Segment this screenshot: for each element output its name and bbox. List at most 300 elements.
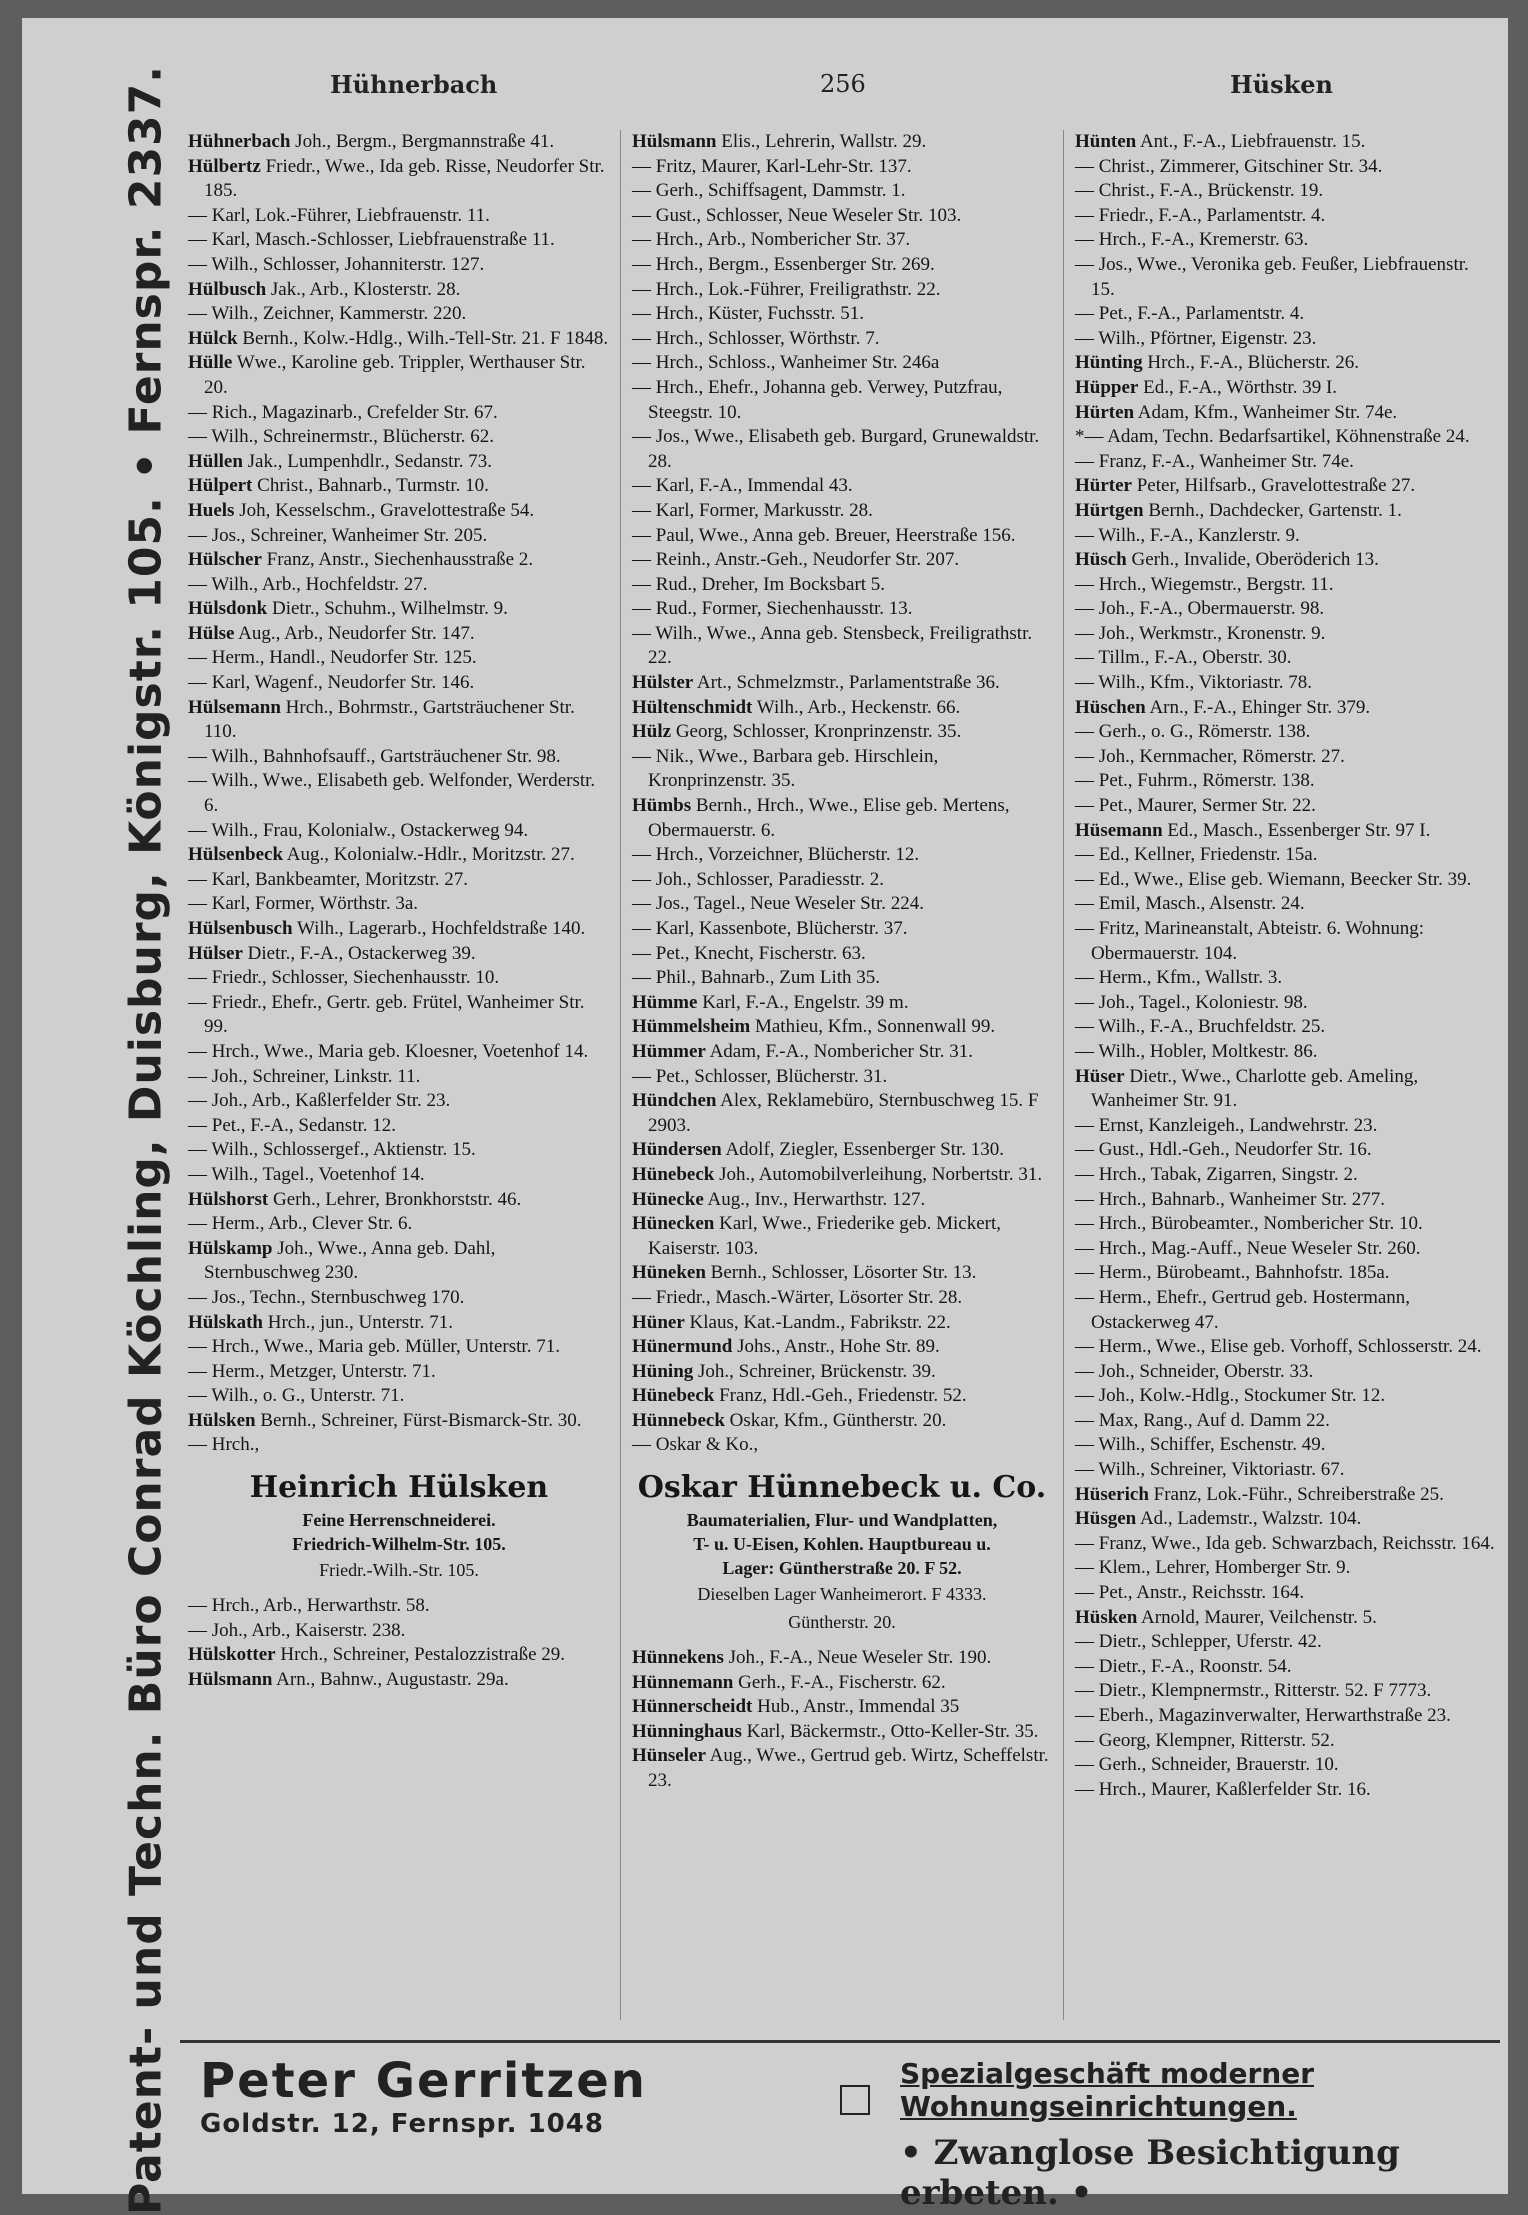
- directory-entry: [632, 376, 1052, 425]
- entry-details: — Wilh., Kfm., Viktoriastr. 78.: [1075, 672, 1312, 694]
- entry-details: Arn., F.-A., Ehinger Str. 379.: [1145, 696, 1371, 718]
- directory-entry: [1075, 474, 1495, 499]
- entry-details: Dietr., Schuhm., Wilhelmstr. 9.: [267, 598, 508, 620]
- directory-entry: [632, 1671, 1052, 1696]
- entry-details: — Karl, Wagenf., Neudorfer Str. 146.: [188, 672, 475, 694]
- directory-entry: [188, 401, 610, 426]
- directory-entry: [632, 1286, 1052, 1311]
- entry-details: Hrch., Schreiner, Pestalozzistraße 29.: [275, 1644, 566, 1666]
- column-2-entries: [632, 130, 1052, 1458]
- entry-surname: Hümmelsheim: [632, 1016, 751, 1038]
- entry-details: — Wilh., Wwe., Anna geb. Stensbeck, Freiligrathstr. 22.: [632, 622, 1033, 669]
- entry-details: Joh., F.-A., Neue Weseler Str. 190.: [723, 1647, 992, 1669]
- entry-details: — Oskar & Ko.,: [632, 1434, 759, 1456]
- directory-entry: [632, 1261, 1052, 1286]
- entry-details: — Jos., Techn., Sternbuschweg 170.: [188, 1286, 465, 1308]
- footer-advertisement: [180, 2040, 1500, 2213]
- entry-surname: Hüsgen: [1075, 1508, 1137, 1530]
- entry-details: — Hrch., Lok.-Führer, Freiligrathstr. 22.: [632, 278, 941, 300]
- entry-details: — Wilh., Schreinermstr., Blücherstr. 62.: [188, 426, 495, 448]
- entry-details: Arnold, Maurer, Veilchenstr. 5.: [1137, 1606, 1377, 1628]
- entry-details: — Georg, Klempner, Ritterstr. 52.: [1075, 1729, 1335, 1751]
- entry-details: — Wilh., Schlossergef., Aktienstr. 15.: [188, 1139, 476, 1161]
- entry-details: Ed., Masch., Essenberger Str. 97 I.: [1162, 819, 1431, 841]
- entry-surname: Hülbusch: [188, 278, 267, 300]
- entry-details: — Tillm., F.-A., Oberstr. 30.: [1075, 647, 1292, 669]
- directory-entry: [632, 474, 1052, 499]
- entry-details: — Pet., Schlosser, Blücherstr. 31.: [632, 1065, 888, 1087]
- entry-surname: Hüpper: [1075, 376, 1139, 398]
- directory-entry: [1075, 351, 1495, 376]
- entry-details: — Herm., Arb., Clever Str. 6.: [188, 1213, 413, 1235]
- entry-surname: Hülskath: [188, 1311, 263, 1333]
- entry-details: — Karl, Masch.-Schlosser, Liebfrauenstraße 11.: [188, 229, 555, 251]
- entry-details: Jak., Lumpenhdlr., Sedanstr. 73.: [242, 450, 492, 472]
- entry-details: Georg, Schlosser, Kronprinzenstr. 35.: [671, 721, 962, 743]
- directory-entry: [188, 769, 610, 818]
- entry-details: — Joh., Arb., Kaiserstr. 238.: [188, 1619, 406, 1641]
- column-1-entries: [188, 130, 610, 1458]
- entry-details: Alex, Reklamebüro, Sternbuschweg 15. F 2903.: [648, 1090, 1039, 1136]
- entry-details: — Ed., Kellner, Friedenstr. 15a.: [1075, 844, 1318, 866]
- footer-address: Goldstr. 12, Fernspr. 1048: [200, 2109, 604, 2139]
- directory-entry: [188, 302, 610, 327]
- entry-details: — Wilh., Schlosser, Johanniterstr. 127.: [188, 253, 485, 275]
- entry-details: — Hrch., Tabak, Zigarren, Singstr. 2.: [1075, 1163, 1358, 1185]
- entry-details: Franz, Anstr., Siechenhausstraße 2.: [261, 549, 534, 571]
- directory-entry: [188, 573, 610, 598]
- directory-entry: [632, 745, 1052, 794]
- directory-entry: [632, 573, 1052, 598]
- directory-entry: [188, 942, 610, 967]
- entry-surname: Hüsemann: [1075, 819, 1163, 841]
- entry-surname: Hülle: [188, 352, 233, 374]
- entry-surname: Hüner: [632, 1311, 685, 1333]
- entry-details: Bernh., Hrch., Wwe., Elise geb. Mertens, Obermauerstr. 6.: [648, 795, 1010, 841]
- directory-entry: [1075, 1532, 1495, 1557]
- entry-details: Adam, F.-A., Nomberiсher Str. 31.: [705, 1040, 973, 1062]
- directory-entry: [1075, 966, 1495, 991]
- entry-details: Karl, Bäckermstr., Otto-Keller-Str. 35.: [741, 1720, 1039, 1742]
- entry-details: — Pet., Maurer, Sermer Str. 22.: [1075, 795, 1316, 817]
- entry-surname: Hülsenbeck: [188, 844, 284, 866]
- directory-entry: [632, 278, 1052, 303]
- entry-details: Hub., Anstr., Immendal 35: [752, 1696, 960, 1718]
- column-divider: [620, 130, 621, 2020]
- directory-entry: [632, 1311, 1052, 1336]
- directory-entry: [1075, 376, 1495, 401]
- entry-details: — Pet., Anstr., Reichsstr. 164.: [1075, 1582, 1305, 1604]
- entry-details: — Eberh., Magazinverwalter, Herwarthstraße 23.: [1075, 1705, 1451, 1726]
- directory-entry: [632, 1720, 1052, 1745]
- directory-entry: [1075, 892, 1495, 917]
- entry-surname: Hümme: [632, 991, 698, 1013]
- entry-details: — Reinh., Anstr.-Geh., Neudorfer Str. 207.: [632, 549, 960, 571]
- directory-entry: [1075, 1704, 1495, 1729]
- directory-entry: [188, 1138, 610, 1163]
- entry-details: — Herm., Ehefr., Gertrud geb. Hostermann, Ostackerweg 47.: [1075, 1286, 1411, 1333]
- directory-entry: [188, 1188, 610, 1213]
- directory-entry: [188, 1668, 610, 1693]
- entry-details: — Rich., Magazinarb., Crefelder Str. 67.: [188, 401, 498, 423]
- entry-surname: Hülse: [188, 622, 235, 644]
- ad-huennebeck-line1: Baumaterialien, Flur- und Wandplatten,: [686, 1510, 998, 1531]
- directory-entry: [1075, 179, 1495, 204]
- directory-entry: [632, 843, 1052, 868]
- entry-details: — Joh., Tagel., Koloniestr. 98.: [1075, 991, 1308, 1013]
- directory-entry: [188, 671, 610, 696]
- directory-entry: [1075, 1188, 1495, 1213]
- entry-surname: Hüschen: [1075, 696, 1146, 718]
- entry-details: — Herm., Bürobeamt., Bahnhofstr. 185a.: [1075, 1262, 1390, 1284]
- directory-entry: [1075, 1458, 1495, 1483]
- directory-entry: [632, 425, 1052, 474]
- entry-surname: Hüsken: [1075, 1606, 1138, 1628]
- entry-details: Elis., Lehrerin, Wallstr. 29.: [716, 131, 927, 152]
- directory-entry: [188, 966, 610, 991]
- entry-details: Art., Schmelzmstr., Parlamentstraße 36.: [693, 672, 1000, 694]
- entry-details: Aug., Inv., Herwarthstr. 127.: [703, 1188, 926, 1210]
- entry-details: Joh., Wwe., Anna geb. Dahl, Sternbuschweg 230.: [204, 1237, 496, 1284]
- entry-surname: Hüser: [1075, 1065, 1125, 1087]
- directory-entry: [632, 696, 1052, 721]
- entry-details: Joh., Bergm., Bergmannstraße 41.: [290, 131, 555, 152]
- ad-huennebeck-line2: T- u. U-Eisen, Kohlen. Hauptbureau u.: [693, 1534, 991, 1555]
- directory-entry: [188, 351, 610, 400]
- entry-details: — Wilh., Hobler, Moltkestr. 86.: [1075, 1040, 1318, 1062]
- ad-huelsken-line3: Friedr.-Wilh.-Str. 105.: [319, 1560, 479, 1581]
- entry-details: — Herm., Kfm., Wallstr. 3.: [1075, 967, 1283, 989]
- directory-entry: [1075, 1360, 1495, 1385]
- directory-entry: [632, 966, 1052, 991]
- directory-entry: [1075, 671, 1495, 696]
- directory-entry: [188, 425, 610, 450]
- directory-entry: [632, 1433, 1052, 1458]
- directory-entry: [188, 1286, 610, 1311]
- entry-details: — Hrch., Bahnarb., Wanheimer Str. 277.: [1075, 1188, 1385, 1210]
- entry-surname: Hülbertz: [188, 155, 261, 177]
- entry-surname: Hülsemann: [188, 696, 281, 718]
- directory-entry: [1075, 524, 1495, 549]
- directory-entry: [188, 1114, 610, 1139]
- directory-entry: [188, 253, 610, 278]
- directory-entry: [1075, 302, 1495, 327]
- directory-entry: [1075, 1556, 1495, 1581]
- entry-details: — Hrch., Arb., Nomberiсher Str. 37.: [632, 229, 911, 251]
- entry-details: Ed., F.-A., Wörthstr. 39 I.: [1138, 376, 1338, 398]
- ad-huelsken-line1: Feine Herrenschneiderei.: [302, 1510, 496, 1531]
- directory-entry: [1075, 327, 1495, 352]
- entry-details: Wilh., Lagerarb., Hochfeldstraße 140.: [292, 918, 586, 939]
- entry-details: — Hrch., Wwe., Maria geb. Kloesner, Voetenhof 14.: [188, 1040, 589, 1062]
- directory-entry: [188, 843, 610, 868]
- entry-details: Bernh., Kolw.-Hdlg., Wilh.-Tell-Str. 21. F 1848.: [237, 327, 609, 349]
- directory-entry: [188, 991, 610, 1040]
- side-advertisement-text: Patent- und Techn. Büro Conrad Köchling, Duisburg, Königstr. 105. • Fernspr. 2337.: [120, 64, 172, 2215]
- directory-entry: [1075, 597, 1495, 622]
- entry-details: — Hrch., Vorzeichner, Blücherstr. 12.: [632, 844, 920, 866]
- entry-details: Bernh., Schlosser, Lösorter Str. 13.: [705, 1262, 977, 1284]
- entry-surname: Hünnebeck: [632, 1409, 725, 1431]
- entry-details: Karl, Wwe., Friederike geb. Mickert, Kaiserstr. 103.: [648, 1213, 1002, 1259]
- directory-entry: [188, 327, 610, 352]
- directory-entry: [188, 548, 610, 573]
- entry-surname: Hünermund: [632, 1336, 733, 1358]
- directory-entry: [632, 327, 1052, 352]
- directory-entry: [188, 1433, 610, 1458]
- entry-surname: Hülskamp: [188, 1237, 273, 1259]
- entry-details: — Paul, Wwe., Anna geb. Breuer, Heerstraße 156.: [632, 524, 1016, 546]
- column-1: [188, 130, 610, 1692]
- directory-entry: [632, 720, 1052, 745]
- entry-details: — Wilh., Frau, Kolonialw., Ostackerweg 94.: [188, 819, 529, 841]
- entry-details: Joh, Kesselschm., Gravelottestraße 54.: [234, 499, 535, 521]
- directory-entry: [1075, 696, 1495, 721]
- page-header: [180, 70, 1480, 110]
- directory-entry: [1075, 1286, 1495, 1335]
- directory-entry: [1075, 1138, 1495, 1163]
- directory-entry: [1075, 1261, 1495, 1286]
- footer-square-symbol-icon: [840, 2085, 870, 2115]
- directory-entry: [632, 794, 1052, 843]
- entry-details: — Friedr., Ehefr., Gertr. geb. Frütel, Wanheimer Str. 99.: [188, 991, 585, 1038]
- entry-details: Friedr., Wwe., Ida geb. Risse, Neudorfer Str. 185.: [204, 155, 605, 202]
- entry-details: Hrch., Bohrmstr., Gartsträuchener Str. 110.: [204, 696, 575, 743]
- directory-entry: [632, 1015, 1052, 1040]
- directory-entry: [632, 1065, 1052, 1090]
- directory-entry: [632, 917, 1052, 942]
- directory-entry: [632, 302, 1052, 327]
- entry-details: Jak., Arb., Klosterstr. 28.: [266, 278, 461, 300]
- directory-entry: [188, 204, 610, 229]
- entry-details: Christ., Bahnarb., Turmstr. 10.: [252, 475, 489, 497]
- entry-surname: Hürter: [1075, 475, 1132, 497]
- entry-details: — Wilh., F.-A., Kanzlerstr. 9.: [1075, 524, 1300, 546]
- directory-entry: [632, 671, 1052, 696]
- entry-details: — Gerh., o. G., Römerstr. 138.: [1075, 721, 1311, 743]
- directory-entry: [632, 1212, 1052, 1261]
- directory-entry: [188, 745, 610, 770]
- entry-surname: Hülsdonk: [188, 598, 268, 620]
- directory-entry: [632, 351, 1052, 376]
- directory-entry: [632, 892, 1052, 917]
- ad-huennebeck-name: Oskar Hünnebeck u. Co.: [637, 1470, 1047, 1506]
- entry-details: — Franz, F.-A., Wanheimer Str. 74e.: [1075, 450, 1354, 472]
- entry-details: *— Adam, Techn. Bedarfsartikel, Köhnenstraße 24.: [1075, 426, 1470, 448]
- directory-entry: [1075, 1114, 1495, 1139]
- entry-details: — Dietr., F.-A., Roonstr. 54.: [1075, 1655, 1292, 1677]
- entry-details: Bernh., Dachdecker, Gartenstr. 1.: [1143, 499, 1402, 521]
- entry-details: Johs., Anstr., Hohe Str. 89.: [732, 1336, 940, 1358]
- entry-details: — Wilh., Schreiner, Viktoriastr. 67.: [1075, 1459, 1345, 1481]
- entry-surname: Hüsch: [1075, 549, 1127, 571]
- entry-surname: Huels: [188, 499, 235, 521]
- entry-surname: Hündersen: [632, 1139, 722, 1161]
- directory-entry: [188, 1089, 610, 1114]
- entry-details: — Emil, Masch., Alsenstr. 24.: [1075, 893, 1305, 915]
- column-3-entries: [1075, 130, 1495, 1802]
- entry-surname: Hüllen: [188, 450, 243, 472]
- directory-entry: [1075, 1163, 1495, 1188]
- entry-details: — Wilh., Zeichner, Kammerstr. 220.: [188, 303, 467, 325]
- directory-entry: [632, 1695, 1052, 1720]
- entry-surname: Hünebeck: [632, 1163, 715, 1185]
- directory-entry: [188, 622, 610, 647]
- entry-details: — Klem., Lehrer, Homberger Str. 9.: [1075, 1557, 1351, 1579]
- entry-details: — Gerh., Schiffsagent, Dammstr. 1.: [632, 180, 906, 202]
- entry-details: — Gust., Schlosser, Neue Weseler Str. 103.: [632, 204, 962, 226]
- directory-entry: [1075, 1384, 1495, 1409]
- entry-details: Mathieu, Kfm., Sonnenwall 99.: [750, 1016, 996, 1038]
- entry-details: Gerh., Invalide, Oberöderich 13.: [1126, 549, 1379, 571]
- entry-details: — Phil., Bahnarb., Zum Lith 35.: [632, 967, 881, 989]
- entry-details: Gerh., Lehrer, Bronkhorststr. 46.: [268, 1188, 522, 1210]
- directory-entry: [632, 1409, 1052, 1434]
- directory-entry: [188, 1212, 610, 1237]
- entry-surname: Hülz: [632, 721, 672, 743]
- entry-surname: Hünnemann: [632, 1671, 734, 1693]
- ad-heinrich-huelsken: [188, 1468, 610, 1584]
- entry-details: Dietr., Wwe., Charlotte geb. Ameling, Wanheimer Str. 91.: [1091, 1065, 1419, 1112]
- entry-details: — Dietr., Schlepper, Uferstr. 42.: [1075, 1631, 1322, 1653]
- entry-details: — Joh., Schneider, Oberstr. 33.: [1075, 1360, 1314, 1382]
- entry-surname: Hüserich: [1075, 1483, 1149, 1505]
- entry-details: — Karl, Bankbeamter, Moritzstr. 27.: [188, 868, 468, 890]
- directory-entry: [188, 130, 610, 155]
- entry-surname: Hünebeck: [632, 1385, 715, 1407]
- entry-details: — Herm., Wwe., Elise geb. Vorhoff, Schlosserstr. 24.: [1075, 1336, 1482, 1358]
- entry-surname: Hülpert: [188, 475, 253, 497]
- entry-surname: Hültenschmidt: [632, 696, 753, 718]
- directory-entry: [1075, 1729, 1495, 1754]
- entry-details: — Rud., Dreher, Im Bocksbart 5.: [632, 573, 886, 595]
- directory-entry: [632, 1360, 1052, 1385]
- entry-details: Adolf, Ziegler, Essenberger Str. 130.: [721, 1139, 1005, 1161]
- entry-details: — Wilh., Pförtner, Eigenstr. 23.: [1075, 327, 1317, 349]
- directory-entry: [1075, 1778, 1495, 1803]
- directory-entry: [632, 548, 1052, 573]
- entry-details: Karl, F.-A., Engelstr. 39 m.: [697, 991, 909, 1013]
- directory-entry: [632, 1646, 1052, 1671]
- entry-surname: Hülser: [188, 942, 243, 964]
- entry-details: — Gust., Hdl.-Geh., Neudorfer Str. 16.: [1075, 1139, 1372, 1161]
- column-divider: [1063, 130, 1064, 2020]
- entry-details: — Hrch.,: [188, 1434, 260, 1456]
- entry-details: — Pet., F.-A., Parlamentstr. 4.: [1075, 303, 1305, 325]
- directory-entry: [632, 868, 1052, 893]
- directory-entry: [632, 179, 1052, 204]
- entry-details: — Wilh., Arb., Hochfeldstr. 27.: [188, 573, 428, 595]
- ad-huennebeck-line3: Lager: Güntherstraße 20. F 52.: [722, 1558, 962, 1579]
- footer-tagline: Spezialgeschäft moderner Wohnungseinrichtungen.: [900, 2057, 1315, 2123]
- footer-invitation: • Zwanglose Besichtigung erbeten. •: [900, 2133, 1400, 2213]
- entry-surname: Hülscher: [188, 549, 262, 571]
- entry-details: — Ed., Wwe., Elise geb. Wiemann, Beecker Str. 39.: [1075, 868, 1472, 890]
- directory-entry: [188, 819, 610, 844]
- directory-entry: [632, 1089, 1052, 1138]
- directory-entry: [632, 1163, 1052, 1188]
- entry-surname: Hülster: [632, 672, 694, 694]
- directory-entry: [632, 253, 1052, 278]
- entry-surname: Hürtgen: [1075, 499, 1144, 521]
- directory-entry: [632, 942, 1052, 967]
- directory-entry: [188, 1040, 610, 1065]
- entry-details: Aug., Wwe., Gertrud geb. Wirtz, Scheffelstr. 23.: [648, 1745, 1049, 1792]
- entry-details: Wwe., Karoline geb. Trippler, Werthauser Str. 20.: [204, 352, 586, 398]
- directory-entry: [188, 1619, 610, 1644]
- directory-entry: [1075, 1655, 1495, 1680]
- entry-surname: Hünecken: [632, 1213, 715, 1235]
- directory-entry: [1075, 548, 1495, 573]
- entry-surname: Hülsmann: [188, 1668, 273, 1690]
- directory-entry: [1075, 573, 1495, 598]
- directory-entry: [1075, 1679, 1495, 1704]
- entry-surname: Hülsken: [188, 1409, 256, 1431]
- directory-entry: [1075, 1581, 1495, 1606]
- entry-surname: Hülskotter: [188, 1644, 276, 1666]
- directory-entry: [188, 1384, 610, 1409]
- directory-entry: [1075, 1606, 1495, 1631]
- footer-left: [200, 2053, 820, 2139]
- entry-details: — Wilh., F.-A., Bruchfeldstr. 25.: [1075, 1016, 1326, 1038]
- entry-details: — Joh., Arb., Kaßlerfelder Str. 23.: [188, 1090, 451, 1112]
- directory-entry: [632, 1138, 1052, 1163]
- directory-entry: [632, 228, 1052, 253]
- directory-entry: [1075, 646, 1495, 671]
- entry-details: — Christ., Zimmerer, Gitschiner Str. 34.: [1075, 155, 1383, 177]
- entry-details: — Fritz, Marineanstalt, Abteistr. 6. Wohnung: Obermauerstr. 104.: [1075, 918, 1425, 964]
- entry-details: Franz, Lok.-Führ., Schreiberstraße 25.: [1148, 1483, 1444, 1505]
- entry-details: — Hrch., Wiegemstr., Bergstr. 11.: [1075, 573, 1334, 595]
- entry-surname: Hümmer: [632, 1040, 706, 1062]
- entry-details: — Fritz, Maurer, Karl-Lehr-Str. 137.: [632, 155, 912, 177]
- entry-surname: Hünnekens: [632, 1647, 724, 1669]
- entry-surname: Hüning: [632, 1360, 694, 1382]
- entry-details: — Joh., Schreiner, Linkstr. 11.: [188, 1065, 421, 1087]
- directory-entry: [632, 1335, 1052, 1360]
- directory-entry: [188, 524, 610, 549]
- entry-details: — Herm., Handl., Neudorfer Str. 125.: [188, 647, 477, 669]
- directory-entry: [188, 917, 610, 942]
- directory-entry: [1075, 1065, 1495, 1114]
- entry-details: — Herm., Metzger, Unterstr. 71.: [188, 1360, 436, 1382]
- directory-entry: [632, 1384, 1052, 1409]
- entry-surname: Hünseler: [632, 1745, 706, 1767]
- directory-entry: [188, 1311, 610, 1336]
- entry-details: — Hrch., Schlosser, Wörthstr. 7.: [632, 327, 880, 349]
- directory-entry: [1075, 745, 1495, 770]
- directory-entry: [188, 696, 610, 745]
- entry-details: Ant., F.-A., Liebfrauenstr. 15.: [1136, 131, 1366, 152]
- directory-entry: [188, 1065, 610, 1090]
- entry-details: Dietr., F.-A., Ostackerweg 39.: [242, 942, 476, 964]
- entry-details: — Joh., Kernmacher, Römerstr. 27.: [1075, 745, 1345, 767]
- entry-details: Wilh., Arb., Heckenstr. 66.: [752, 696, 961, 718]
- directory-entry: [188, 1594, 610, 1619]
- entry-details: — Wilh., o. G., Unterstr. 71.: [188, 1385, 405, 1407]
- entry-details: Franz, Hdl.-Geh., Friedenstr. 52.: [714, 1385, 967, 1407]
- entry-details: — Joh., Kolw.-Hdlg., Stockumer Str. 12.: [1075, 1385, 1386, 1407]
- directory-entry: [1075, 1630, 1495, 1655]
- directory-entry: [632, 130, 1052, 155]
- ad-oskar-huennebeck: [632, 1468, 1052, 1636]
- directory-entry: [188, 450, 610, 475]
- directory-entry: [1075, 1237, 1495, 1262]
- directory-entry: [1075, 1335, 1495, 1360]
- directory-entry: [188, 1335, 610, 1360]
- entry-details: — Friedr., Masch.-Wärter, Lösorter Str. 28.: [632, 1286, 963, 1308]
- directory-entry: [1075, 819, 1495, 844]
